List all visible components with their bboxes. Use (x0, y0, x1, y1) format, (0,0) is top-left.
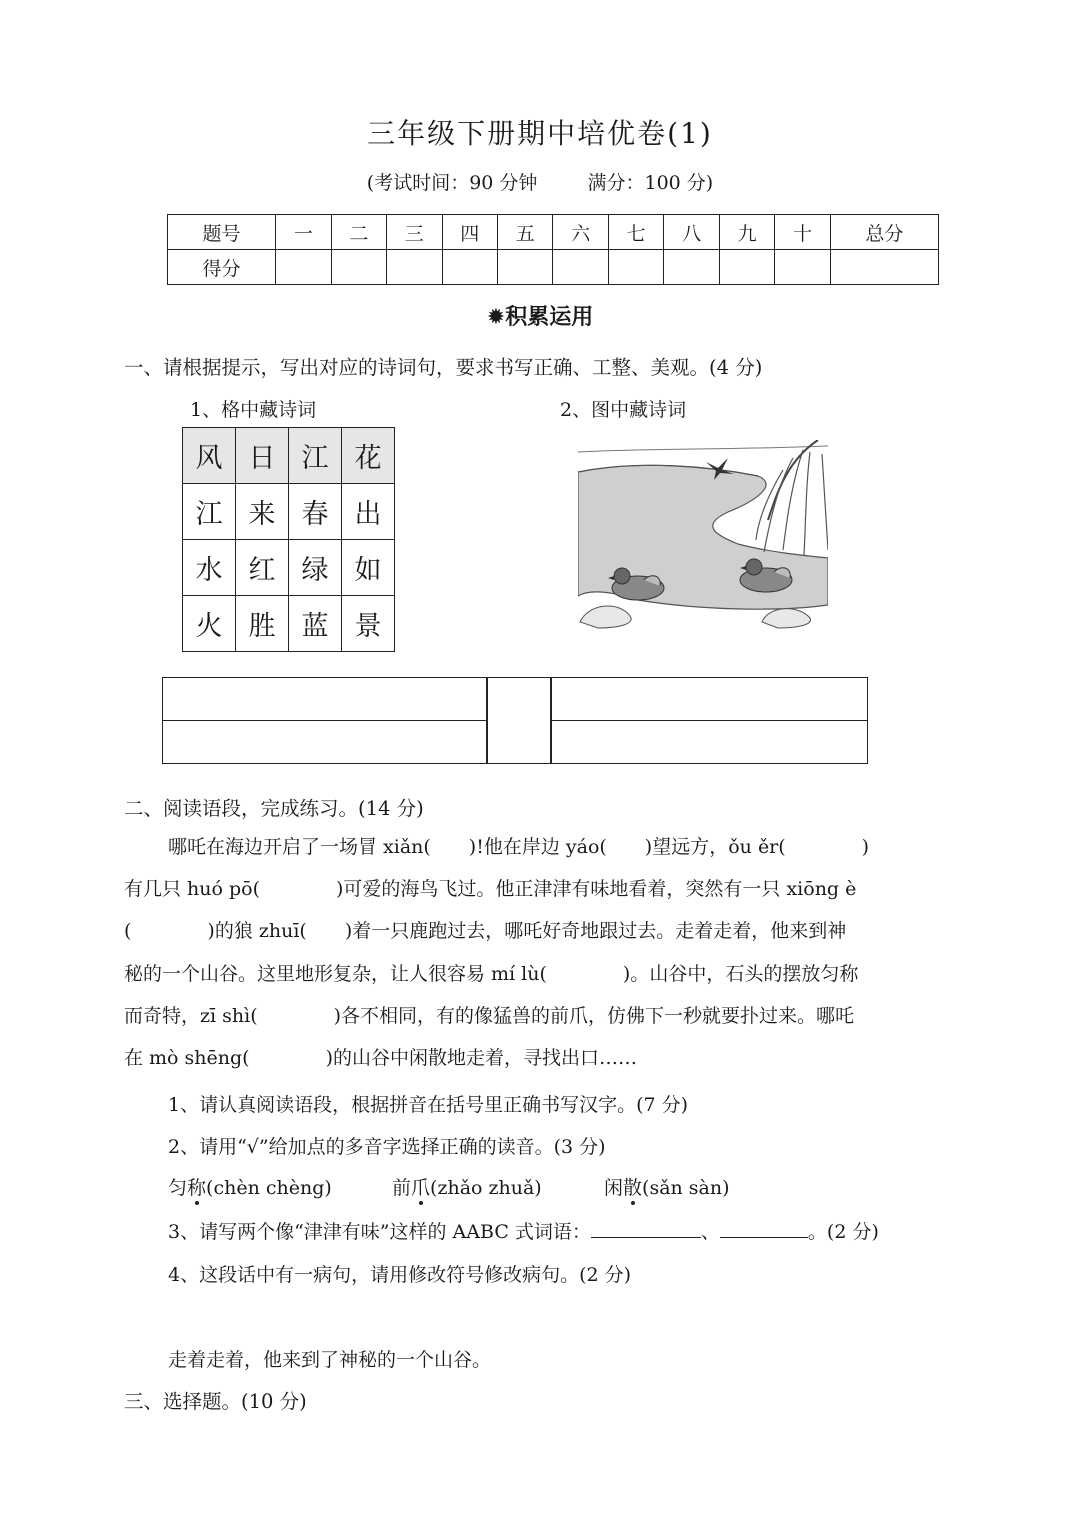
passage-line: 哪吒在海边开启了一场冒 xiǎn( )!他在岸边 yáo( )望远方，ǒu ěr( ) (168, 836, 870, 858)
score-header-cell: 十 (775, 215, 830, 250)
q2-item-4: 4、这段话中有一病句，请用修改符号修改病句。(2 分) (168, 1264, 632, 1286)
score-header-cell: 八 (664, 215, 719, 250)
score-header-cell: 七 (608, 215, 663, 250)
grid-cell: 蓝 (289, 596, 342, 652)
polyphone-char: 匀 (168, 1177, 188, 1199)
answer-line-divider (163, 720, 487, 721)
grid-row (183, 596, 395, 652)
willow-branch (768, 440, 818, 520)
polyphone-readings: (sǎn sàn) (642, 1177, 730, 1199)
grid-cell: 江 (289, 428, 342, 484)
score-header-cell: 四 (442, 215, 497, 250)
score-header-cell: 总分 (830, 215, 938, 250)
grid-cell: 花 (342, 428, 395, 484)
score-table-header-row (168, 215, 939, 250)
answer-blank-2[interactable] (720, 1219, 808, 1238)
grid-cell: 红 (236, 540, 289, 596)
grid-cell: 绿 (289, 540, 342, 596)
polyphone-option[interactable] (392, 1173, 542, 1200)
poem-character-grid (182, 427, 395, 652)
polyphone-readings: (zhǎo zhuǎ) (430, 1177, 542, 1199)
grid-cell: 春 (289, 484, 342, 540)
question-2-title: 二、阅读语段，完成练习。(14 分) (124, 797, 424, 820)
score-table (167, 214, 939, 285)
score-header-cell: 二 (331, 215, 386, 250)
passage-line: 而奇特，zī shì( )各不相同，有的像猛兽的前爪，仿佛下一秒就要扑过来。哪吒 (124, 1005, 855, 1027)
score-cell[interactable] (331, 250, 386, 285)
passage-line: 秘的一个山谷。这里地形复杂，让人很容易 mí lù( )。山谷中，石头的摆放匀称 (124, 963, 859, 985)
grid-cell: 景 (342, 596, 395, 652)
score-cell[interactable] (664, 250, 719, 285)
grid-row (183, 484, 395, 540)
grid-cell: 火 (183, 596, 236, 652)
section-heading: ✹积累运用 (486, 305, 594, 330)
distant-bank (578, 446, 828, 452)
grid-cell: 来 (236, 484, 289, 540)
polyphone-readings: (chèn chèng) (206, 1177, 332, 1199)
score-header-cell: 一 (276, 215, 331, 250)
grid-row (183, 540, 395, 596)
polyphone-char: 闲 (604, 1177, 624, 1199)
q2-item-3-text: 3、请写两个像“津津有味”这样的 AABC 式词语： (168, 1221, 591, 1243)
score-cell[interactable] (442, 250, 497, 285)
answer-box-gap (486, 677, 552, 764)
answer-blank-1[interactable] (591, 1219, 701, 1238)
exam-time: (考试时间：90 分钟 (366, 172, 538, 194)
question-1-title: 一、请根据提示，写出对应的诗词句，要求书写正确、工整、美观。(4 分) (124, 356, 763, 379)
score-header-cell: 九 (719, 215, 774, 250)
score-cell[interactable] (830, 250, 938, 285)
question-3-title: 三、选择题。(10 分) (124, 1390, 307, 1413)
score-cell[interactable] (387, 250, 442, 285)
polyphone-option[interactable] (168, 1173, 332, 1200)
grid-cell: 出 (342, 484, 395, 540)
exam-info (0, 168, 1080, 195)
dotted-char: 散 (623, 1177, 643, 1199)
score-cell[interactable] (553, 250, 608, 285)
score-cell[interactable] (276, 250, 331, 285)
dotted-char: 爪 (411, 1177, 431, 1199)
grid-cell: 水 (183, 540, 236, 596)
polyphone-option[interactable] (604, 1173, 730, 1200)
grid-row (183, 428, 395, 484)
blank-separator: 、 (700, 1221, 720, 1243)
score-header-cell: 五 (498, 215, 553, 250)
exam-full-score: 满分：100 分) (587, 172, 714, 194)
sick-sentence[interactable]: 走着走着，他来到了神秘的一个山谷。 (168, 1349, 492, 1371)
grid-cell: 江 (183, 484, 236, 540)
q1-sub2-label: 2、图中藏诗词 (560, 399, 687, 421)
answer-box-poem-1[interactable] (162, 677, 488, 764)
passage-line: 在 mò shēng( )的山谷中闲散地走着，寻找出口…… (124, 1047, 637, 1069)
answer-line-divider (551, 720, 867, 721)
grid-cell: 风 (183, 428, 236, 484)
q2-item-3-score: 。(2 分) (807, 1221, 879, 1243)
q2-item-1: 1、请认真阅读语段，根据拼音在括号里正确书写汉字。(7 分) (168, 1094, 689, 1116)
score-header-cell: 三 (387, 215, 442, 250)
score-cell[interactable] (498, 250, 553, 285)
passage-line: 有几只 huó pō( )可爱的海鸟飞过。他正津津有味地看着，突然有一只 xiōng è (124, 878, 857, 900)
score-header-cell: 题号 (168, 215, 276, 250)
score-table-score-row (168, 250, 939, 285)
q1-sub1-label: 1、格中藏诗词 (190, 399, 317, 421)
dotted-char: 称 (187, 1177, 207, 1199)
score-row-label: 得分 (168, 250, 276, 285)
grid-cell: 如 (342, 540, 395, 596)
score-cell[interactable] (608, 250, 663, 285)
score-cell[interactable] (719, 250, 774, 285)
mandarin-ducks-willow-illustration (578, 440, 828, 630)
q2-item-3 (168, 1217, 879, 1244)
passage-line: ( )的狼 zhuī( )着一只鹿跑过去，哪吒好奇地跟过去。走着走着，他来到神 (124, 920, 847, 942)
score-header-cell: 六 (553, 215, 608, 250)
answer-box-poem-2[interactable] (550, 677, 868, 764)
page-title: 三年级下册期中培优卷(1) (367, 117, 713, 150)
grid-cell: 胜 (236, 596, 289, 652)
polyphone-char: 前 (392, 1177, 412, 1199)
grid-cell: 日 (236, 428, 289, 484)
score-cell[interactable] (775, 250, 830, 285)
q2-item-2: 2、请用“√”给加点的多音字选择正确的读音。(3 分) (168, 1136, 606, 1158)
